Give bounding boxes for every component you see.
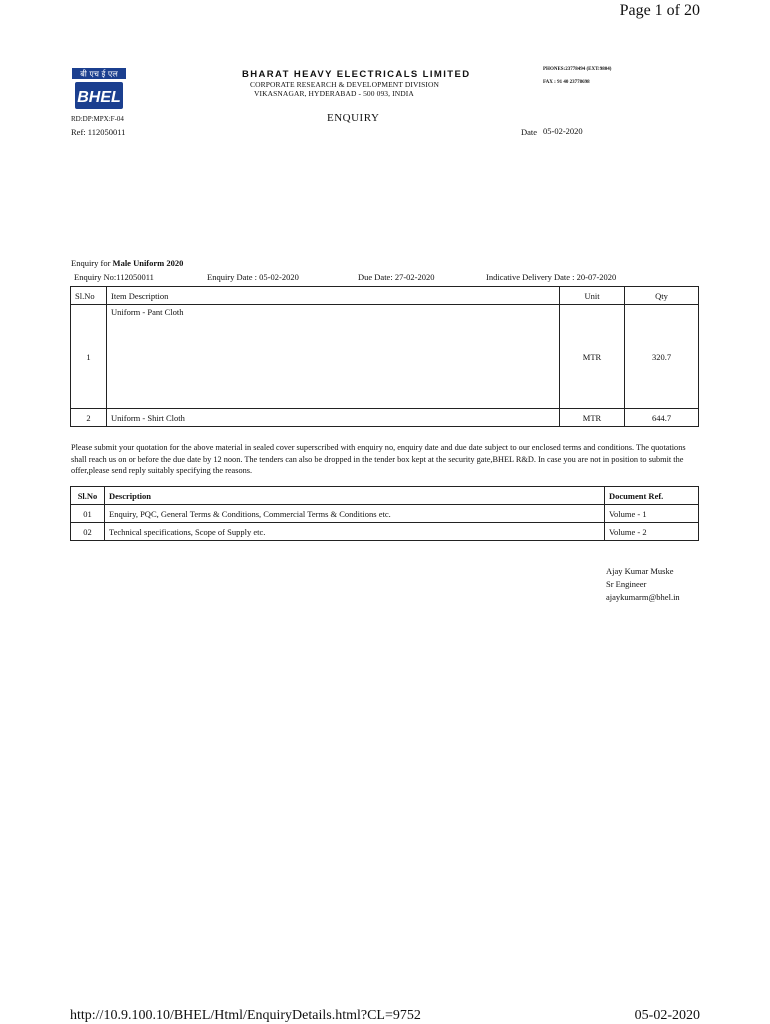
reference-number: Ref: 112050011 (71, 127, 126, 137)
table-row (71, 505, 699, 523)
row-slno: 1 (71, 305, 107, 409)
row-qty: 320.7 (625, 305, 699, 409)
company-address: VIKASNAGAR, HYDERABAD - 500 093, INDIA (254, 89, 414, 98)
row-unit: MTR (560, 305, 625, 409)
row-slno: 2 (71, 409, 107, 427)
row-description: Uniform - Shirt Cloth (107, 409, 560, 427)
header-unit: Unit (560, 287, 625, 305)
logo-main-text: BHEL (77, 89, 121, 106)
header-document-ref: Document Ref. (605, 487, 699, 505)
header-item-description: Item Description (107, 287, 560, 305)
form-code: RD:DP:MPX:F-04 (71, 115, 124, 123)
footer-date: 05-02-2020 (634, 1008, 700, 1023)
enquiry-date: Enquiry Date : 05-02-2020 (207, 272, 299, 282)
due-date: Due Date: 27-02-2020 (358, 272, 435, 282)
signatory-email: ajaykumarm@bhel.in (606, 592, 680, 602)
table-row (71, 409, 699, 427)
enquiry-for-label: Enquiry for (71, 258, 111, 268)
company-name: BHARAT HEAVY ELECTRICALS LIMITED (242, 69, 471, 80)
row-slno: 01 (71, 505, 105, 523)
document-title: ENQUIRY (327, 112, 380, 124)
enquiry-for-value: Male Uniform 2020 (112, 258, 184, 268)
instructions-paragraph: Please submit your quotation for the above material in sealed cover superscribed with enquiry no, enquiry date and due date subject to our enclosed terms and conditions. The quotations shall reach us on or before the due date by 12 noon. The tenders can also be dropped in the tender box kept at the security gate,BHEL R&D. In case you are not in position to submit the offer,please send reply suitably specifying the reasons. (71, 443, 686, 475)
table-header-row (71, 287, 699, 305)
row-description: Enquiry, PQC, General Terms & Conditions, Commercial Terms & Conditions etc. (105, 505, 605, 523)
row-description: Technical specifications, Scope of Supply etc. (105, 523, 605, 541)
row-document-ref: Volume - 2 (605, 523, 699, 541)
footer-url: http://10.9.100.10/BHEL/Html/EnquiryDetails.html?CL=9752 (70, 1008, 421, 1023)
logo-hindi-text: बी एच ई एल (80, 69, 118, 79)
enquiry-for (71, 258, 183, 268)
row-unit: MTR (560, 409, 625, 427)
row-description: Uniform - Pant Cloth (107, 305, 560, 409)
table-row (71, 305, 699, 409)
table-row (71, 523, 699, 541)
page-number: Page 1 of 20 (619, 2, 700, 19)
bhel-logo (71, 67, 127, 111)
delivery-date: Indicative Delivery Date : 20-07-2020 (486, 272, 617, 282)
enquiry-number: Enquiry No:112050011 (74, 272, 154, 282)
row-document-ref: Volume - 1 (605, 505, 699, 523)
items-table (70, 286, 699, 427)
phones: PHONES:23778494 (EXT:9804) (543, 67, 612, 72)
date-label: Date (521, 127, 538, 137)
signatory-designation: Sr Engineer (606, 579, 647, 589)
table-header-row (71, 487, 699, 505)
row-slno: 02 (71, 523, 105, 541)
date-value: 05-02-2020 (543, 126, 583, 136)
documents-table (70, 486, 699, 541)
row-qty: 644.7 (625, 409, 699, 427)
header-slno: Sl.No (71, 487, 105, 505)
header-qty: Qty (625, 287, 699, 305)
header-description: Description (105, 487, 605, 505)
header-slno: Sl.No (71, 287, 107, 305)
signatory-name: Ajay Kumar Muske (606, 566, 674, 576)
division-name: CORPORATE RESEARCH & DEVELOPMENT DIVISION (250, 80, 439, 89)
fax: FAX : 91 40 23778698 (543, 80, 590, 85)
